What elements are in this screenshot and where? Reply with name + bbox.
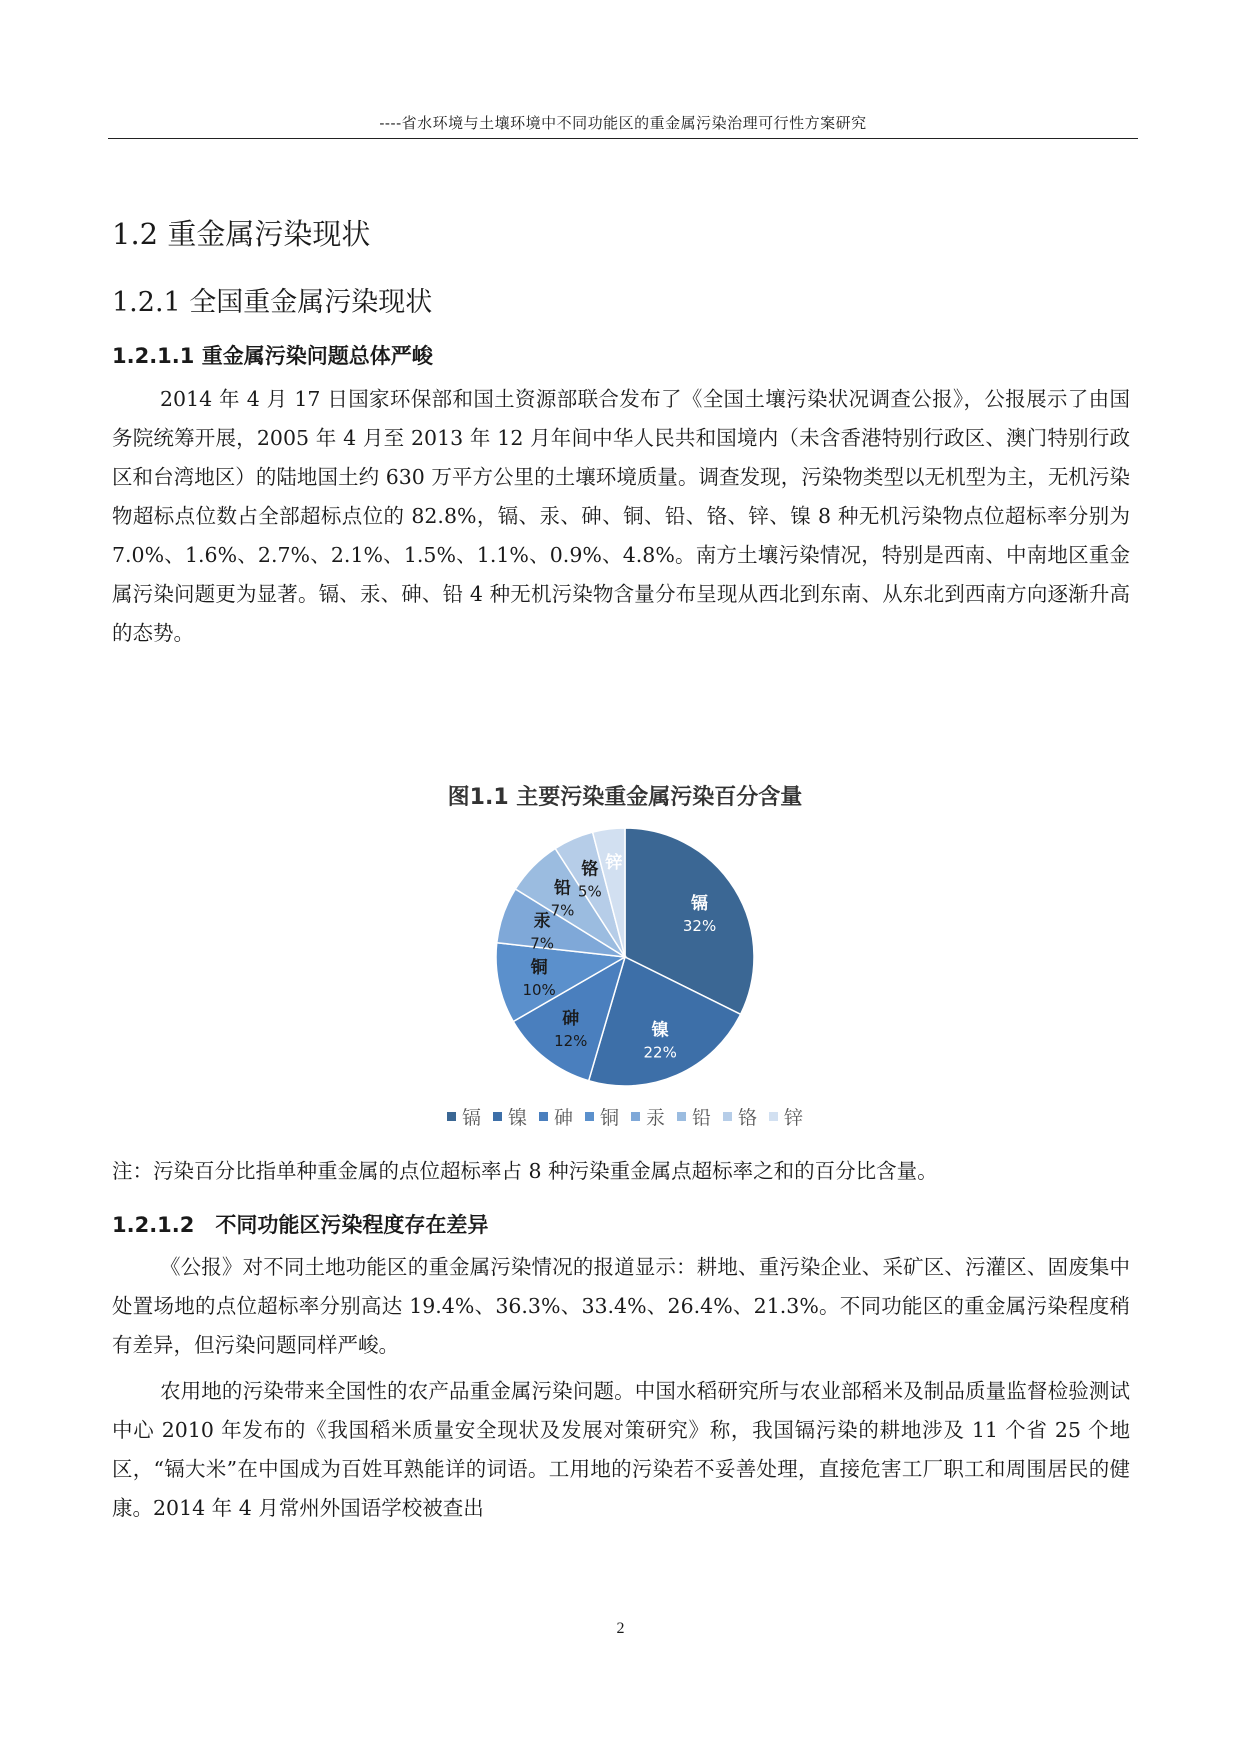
legend-swatch-1 bbox=[493, 1112, 502, 1121]
chart-legend bbox=[360, 1103, 890, 1130]
legend-label-3: 铜 bbox=[599, 1107, 619, 1129]
legend-swatch-2 bbox=[539, 1112, 548, 1121]
figure-1-1 bbox=[360, 780, 890, 1140]
legend-swatch-7 bbox=[769, 1112, 778, 1121]
section-heading-1-2-1-2: 1.2.1.2 不同功能区污染程度存在差异 bbox=[112, 1213, 489, 1237]
header-title: ----省水环境与土壤环境中不同功能区的重金属污染治理可行性方案研究 bbox=[379, 114, 867, 132]
legend-label-5: 铅 bbox=[692, 1107, 712, 1129]
slice-category-label-3: 铜 bbox=[530, 957, 548, 978]
section-heading-1-2-1-1: 1.2.1.1 重金属污染问题总体严峻 bbox=[112, 344, 433, 368]
paragraph-block-3 bbox=[112, 1372, 1130, 1528]
legend-item-1 bbox=[493, 1103, 527, 1130]
slice-category-label-6: 铬 bbox=[581, 859, 599, 880]
legend-item-5 bbox=[677, 1103, 711, 1130]
paragraph-3: 农用地的污染带来全国性的农产品重金属污染问题。中国水稻研究所与农业部稻米及制品质量监督检验测试中心 2010 年发布的《我国稻米质量安全现状及发展对策研究》称，我国镉污染的耕地涉及 11 个省 25 个地区，“镉大米”在中国成为百姓耳熟能详的词语。工用地的污染若不妥善处理，直接危害工厂职工和周围居民的健康。2014 年 4 月常州外国语学校被查出 bbox=[112, 1379, 1130, 1520]
slice-value-label-5: 7% bbox=[550, 901, 575, 920]
pie-chart bbox=[488, 820, 762, 1094]
legend-label-6: 铬 bbox=[738, 1107, 758, 1129]
section-heading-1-2: 1.2 重金属污染现状 bbox=[112, 217, 371, 251]
slice-value-label-2: 12% bbox=[554, 1031, 588, 1050]
chart-title: 图1.1 主要污染重金属污染百分含量 bbox=[447, 785, 803, 810]
legend-label-2: 砷 bbox=[553, 1107, 573, 1129]
legend-item-0 bbox=[447, 1103, 481, 1130]
slice-category-label-5: 铅 bbox=[553, 878, 571, 899]
paragraph-2: 《公报》对不同土地功能区的重金属污染情况的报道显示：耕地、重污染企业、采矿区、污灌区、固废集中处置场地的点位超标率分别高达 19.4%、36.3%、33.4%、26.4%、21.3%。不同功能区的重金属污染程度稍有差异，但污染问题同样严峻。 bbox=[112, 1255, 1130, 1357]
slice-category-label-2: 砷 bbox=[562, 1008, 580, 1029]
slice-category-label-4: 汞 bbox=[533, 911, 551, 932]
figure-note: 注：污染百分比指单种重金属的点位超标率占 8 种污染重金属点超标率之和的百分比含量。 bbox=[112, 1159, 938, 1183]
legend-item-7 bbox=[769, 1103, 803, 1130]
header-divider bbox=[108, 138, 1138, 139]
slice-category-label-0: 镉 bbox=[691, 893, 709, 914]
legend-item-3 bbox=[585, 1103, 619, 1130]
legend-swatch-6 bbox=[723, 1112, 732, 1121]
legend-item-2 bbox=[539, 1103, 573, 1130]
slice-category-label-1: 镍 bbox=[651, 1020, 669, 1041]
section-heading-1-2-1: 1.2.1 全国重金属污染现状 bbox=[112, 287, 433, 318]
slice-value-label-4: 7% bbox=[530, 934, 555, 953]
legend-swatch-4 bbox=[631, 1112, 640, 1121]
slice-value-label-3: 10% bbox=[522, 980, 556, 999]
legend-item-4 bbox=[631, 1103, 665, 1130]
legend-label-4: 汞 bbox=[646, 1107, 666, 1129]
page-number: 2 bbox=[616, 1620, 625, 1637]
paragraph-block-2 bbox=[112, 1248, 1130, 1365]
legend-item-6 bbox=[723, 1103, 757, 1130]
slice-value-label-0: 32% bbox=[682, 916, 717, 935]
legend-swatch-0 bbox=[447, 1112, 456, 1121]
slice-value-label-1: 22% bbox=[643, 1043, 677, 1062]
legend-label-0: 镉 bbox=[461, 1107, 481, 1129]
paragraph-block-1 bbox=[112, 380, 1130, 653]
legend-label-1: 镍 bbox=[507, 1107, 527, 1129]
slice-value-label-6: 5% bbox=[577, 882, 602, 901]
slice-category-label-7: 锌 bbox=[605, 852, 623, 873]
legend-swatch-3 bbox=[585, 1112, 594, 1121]
legend-label-7: 锌 bbox=[784, 1107, 804, 1129]
paragraph-1: 2014 年 4 月 17 日国家环保部和国土资源部联合发布了《全国土壤污染状况调查公报》，公报展示了由国务院统筹开展，2005 年 4 月至 2013 年 12 月年间中华人民共和国境内（未含香港特别行政区、澳门特别行政区和台湾地区）的陆地国土约 630 万平方公里的土壤环境质量。调查发现，污染物类型以无机型为主，无机污染物超标点位数占全部超标点位的 82.8%，镉、汞、砷、铜、铅、铬、锌、镍 8 种无机污染物点位超标率分别为 7.0%、1.6%、2.7%、2.1%、1.5%、1.1%、0.9%、4.8%。南方土壤污染情况，特别是西南、中南地区重金属污染问题更为显著。镉、汞、砷、铅 4 种无机污染物含量分布呈现从西北到东南、从东北到西南方向逐渐升高的态势。 bbox=[112, 387, 1130, 645]
legend-swatch-5 bbox=[677, 1112, 686, 1121]
